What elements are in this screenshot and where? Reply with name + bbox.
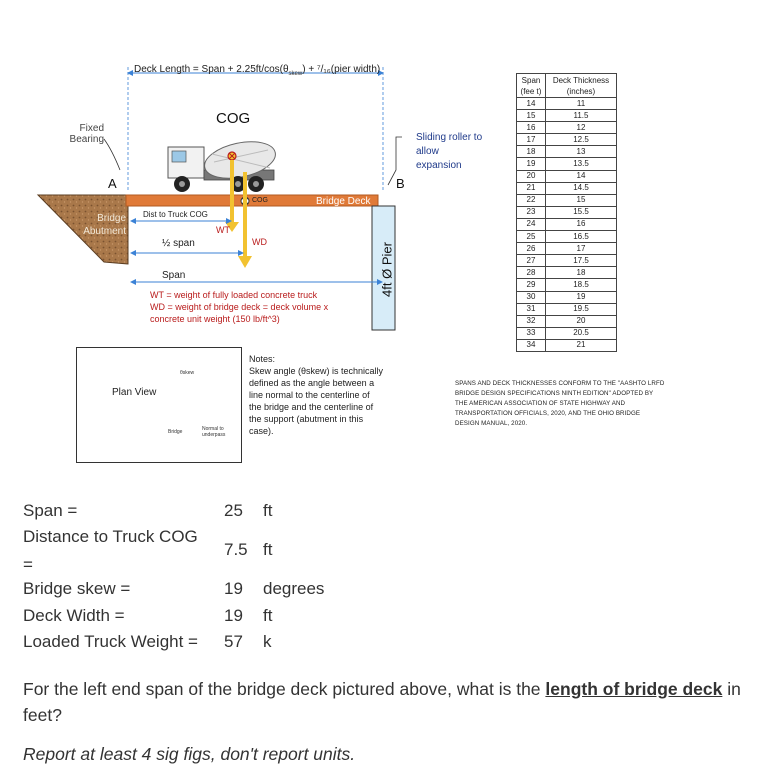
table-cell-thickness: 12.5: [546, 134, 617, 146]
table-cell-span: 22: [517, 194, 546, 206]
skew-given-label: Bridge skew =: [23, 579, 131, 598]
span-label: Span: [162, 270, 186, 281]
table-row: [517, 279, 617, 291]
table-cell-span: 20: [517, 170, 546, 182]
width-given-label: Deck Width =: [23, 606, 125, 625]
table-cell-thickness: 16.5: [546, 231, 617, 243]
plan-normal-label: Normal to underpass: [202, 426, 226, 438]
table-cell-thickness: 20.5: [546, 327, 617, 339]
table-cell-span: 29: [517, 279, 546, 291]
table-cell-span: 32: [517, 315, 546, 327]
deck-length-formula: Deck Length = Span + $2.25ft/\cos(\theta_{skew})$ + ⁷/₁₆(pier width): [134, 64, 381, 77]
concrete-truck: [168, 136, 279, 192]
table-cell-span: 33: [517, 327, 546, 339]
table-cell-thickness: 14: [546, 170, 617, 182]
table-cell-thickness: 11.5: [546, 110, 617, 122]
table-row: [517, 134, 617, 146]
deck-thickness-table: [516, 73, 617, 352]
table-cell-span: 26: [517, 243, 546, 255]
question-emphasis: length of bridge deck: [545, 679, 723, 699]
table-header-row: [517, 74, 617, 98]
table-row: [517, 315, 617, 327]
table-row: [517, 182, 617, 194]
table-row: [517, 291, 617, 303]
table-row: [517, 303, 617, 315]
table-cell-thickness: 13: [546, 146, 617, 158]
truck-given-label: Loaded Truck Weight =: [23, 632, 198, 651]
plan-theta-label: θskew: [180, 370, 195, 376]
table-cell-span: 19: [517, 158, 546, 170]
width-given-value: 19: [224, 606, 243, 625]
table-cell-span: 28: [517, 267, 546, 279]
table-row: [517, 170, 617, 182]
bridge-deck-label: Bridge Deck: [316, 196, 371, 207]
table-cell-span: 23: [517, 206, 546, 218]
dist-given-unit: ft: [263, 540, 273, 559]
half-span-label: ½ span: [162, 238, 195, 249]
table-cell-thickness: 17: [546, 243, 617, 255]
truck-given-unit: k: [263, 632, 272, 651]
table-cell-span: 24: [517, 218, 546, 230]
table-row: [517, 146, 617, 158]
table-row: [517, 267, 617, 279]
table-cell-thickness: 11: [546, 98, 617, 110]
header-thickness: Deck Thickness (inches): [546, 74, 617, 98]
dist-given-eq: =: [23, 555, 33, 574]
table-row: [517, 110, 617, 122]
table-row: [517, 327, 617, 339]
cog-marker-truck: [228, 152, 236, 160]
table-row: [517, 194, 617, 206]
plan-bridge-label: Bridge: [168, 429, 183, 435]
table-cell-span: 15: [517, 110, 546, 122]
dist-to-truck-label: Dist to Truck COG: [143, 210, 208, 219]
table-cell-thickness: 12: [546, 122, 617, 134]
fixed-bearing-label: Fixed Bearing: [69, 123, 104, 145]
skew-given-value: 19: [224, 579, 243, 598]
table-cell-span: 17: [517, 134, 546, 146]
question-prompt: For the left end span of the bridge deck pictured above, what is the length of bridge deck in feet?: [23, 679, 741, 725]
wt-label: WT: [216, 225, 230, 235]
table-footnote: SPANS AND DECK THICKNESSES CONFORM TO THE "AASHTO LRFD BRIDGE DESIGN SPECIFICATIONS NINTH EDITION" ADOPTED BY THE AMERICAN ASSOCIATION OF STATE HIGHWAY AND TRANSPORTATION OFFICIALS, 2020, AND THE OHIO BRIDGE DESIGN MANUAL, 2020.: [455, 380, 665, 427]
load-legend: WT = weight of fully loaded concrete truck WD = weight of bridge deck = deck volume x concrete unit weight (150 lb/ft^3): [150, 290, 329, 324]
table-cell-thickness: 14.5: [546, 182, 617, 194]
table-cell-span: 34: [517, 339, 546, 351]
table-cell-thickness: 18: [546, 267, 617, 279]
bridge-abutment-label: Bridge Abutment: [83, 213, 126, 237]
wd-label: WD: [252, 237, 267, 247]
cog-title: COG: [216, 110, 251, 127]
notes: Notes: Skew angle (θskew) is technically defined as the angle between a line normal to the centerline of the bridge and the centerline of the support (abutment in this case).: [249, 354, 384, 436]
width-given-unit: ft: [263, 606, 273, 625]
table-cell-span: 27: [517, 255, 546, 267]
table-row: [517, 158, 617, 170]
table-row: [517, 98, 617, 110]
table-cell-thickness: 21: [546, 339, 617, 351]
dist-given-value: 7.5: [224, 540, 248, 559]
table-cell-thickness: 15.5: [546, 206, 617, 218]
table-row: [517, 218, 617, 230]
header-span: Span (fee t): [517, 74, 546, 98]
pier-label: 4ft Ø Pier: [379, 242, 395, 297]
table-row: [517, 231, 617, 243]
dist-given-label: Distance to Truck COG: [23, 527, 198, 546]
sliding-roller-label: Sliding roller to allow expansion: [416, 132, 483, 171]
table-cell-thickness: 15: [546, 194, 617, 206]
table-cell-thickness: 20: [546, 315, 617, 327]
skew-given-unit: degrees: [263, 579, 325, 598]
table-row: [517, 255, 617, 267]
span-given-unit: ft: [263, 501, 273, 520]
table-row: [517, 206, 617, 218]
table-cell-span: 16: [517, 122, 546, 134]
table-cell-span: 14: [517, 98, 546, 110]
cog-deck-label: COG: [252, 197, 268, 204]
fixed-bearing-leader: [104, 139, 120, 170]
table-cell-span: 21: [517, 182, 546, 194]
table-cell-span: 18: [517, 146, 546, 158]
table-cell-thickness: 19.5: [546, 303, 617, 315]
plan-view-box: [76, 347, 242, 463]
table-row: [517, 243, 617, 255]
table-cell-thickness: 13.5: [546, 158, 617, 170]
span-given-value: 25: [224, 501, 243, 520]
table-cell-thickness: 17.5: [546, 255, 617, 267]
label-b: B: [396, 176, 405, 191]
table-cell-span: 25: [517, 231, 546, 243]
span-given-label: Span =: [23, 501, 78, 520]
table-cell-thickness: 19: [546, 291, 617, 303]
table-cell-thickness: 18.5: [546, 279, 617, 291]
table-cell-span: 30: [517, 291, 546, 303]
truck-given-value: 57: [224, 632, 243, 651]
table-cell-thickness: 16: [546, 218, 617, 230]
table-row: [517, 339, 617, 351]
table-row: [517, 122, 617, 134]
table-cell-span: 31: [517, 303, 546, 315]
question-instruction: Report at least 4 sig figs, don't report units.: [23, 744, 356, 764]
plan-view-label: Plan View: [112, 387, 157, 398]
label-a: A: [108, 176, 117, 191]
